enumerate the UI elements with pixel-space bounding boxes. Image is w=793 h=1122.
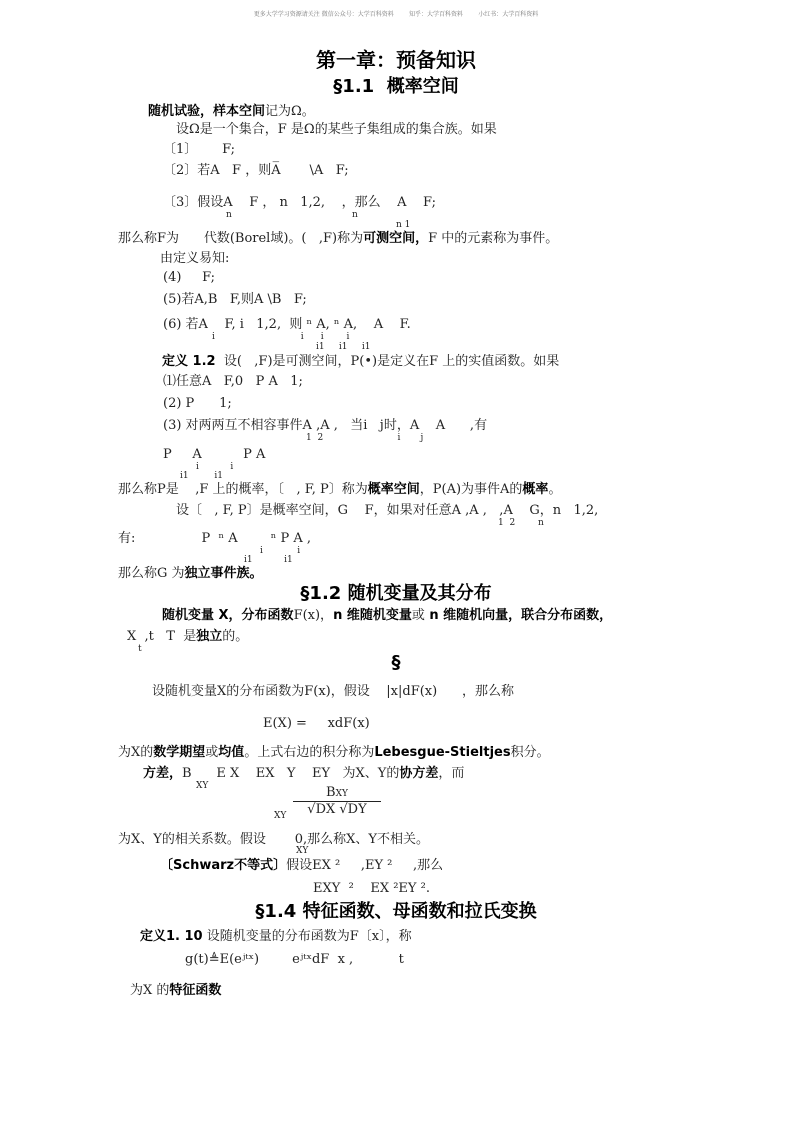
subscript: XY bbox=[335, 789, 348, 799]
property-5: (5)若A,B F,则A \B F; bbox=[163, 292, 307, 307]
text: 设( ,F)是可测空间，P(•)是定义在F 上的实值函数。如果 bbox=[215, 354, 560, 369]
condition-1: 〔1〕 F; bbox=[163, 142, 236, 157]
paragraph: 设〔 , F, P〕是概率空间，G F，如果对任意A ,A , ,A G，n 1,2, bbox=[176, 503, 599, 518]
bold-term: 特征函数 bbox=[169, 983, 222, 998]
condition-3: 〔3〕假设A F ， n 1,2, ，那么 A F; bbox=[163, 195, 436, 210]
subscript: i i bbox=[260, 546, 301, 556]
text: F(x)， bbox=[293, 608, 334, 623]
bold-term: 协方差 bbox=[399, 766, 439, 781]
paragraph: 设随机变量X的分布函数为F(x)，假设 |x|dF(x) ，那么称 bbox=[152, 684, 514, 699]
text: 。 bbox=[548, 482, 562, 497]
bold-term: 均值 bbox=[218, 745, 245, 760]
bold-term: 随机试验，样本空间 bbox=[148, 104, 266, 119]
text: 为X 的 bbox=[130, 983, 170, 998]
bold-term: n 维随机变量 bbox=[333, 608, 412, 623]
text: X ,t T 是 bbox=[127, 629, 197, 644]
bold-term: 概率 bbox=[522, 482, 549, 497]
definition-1-10 bbox=[140, 929, 412, 945]
bold-term: 独立 bbox=[196, 629, 223, 644]
formula: 有: P ⁿ A ⁿ P A , bbox=[118, 531, 312, 546]
axiom-1: ⑴任意A F,0 P A 1; bbox=[163, 374, 303, 389]
paragraph bbox=[162, 608, 612, 624]
text: B E X EX Y EY 为X、Y的 bbox=[182, 766, 400, 781]
paragraph: 设Ω是一个集合，F 是Ω的某些子集组成的集合族。如果 bbox=[176, 122, 497, 137]
subscript: t bbox=[138, 644, 142, 654]
subscript: n n bbox=[226, 210, 358, 220]
subscript: 1 2 i j bbox=[306, 433, 424, 443]
text: B bbox=[326, 785, 336, 800]
text: 那么称F为 代数(Borel域)。( ,F)称为 bbox=[118, 231, 364, 246]
text: F 中的元素称为事件。 bbox=[428, 231, 559, 246]
definition-label: 定义 1.2 bbox=[162, 354, 216, 369]
section-title-1-4: §1.4 特征函数、母函数和拉氏变换 bbox=[255, 901, 537, 922]
paragraph bbox=[143, 766, 464, 782]
subscript: i1 i1 bbox=[244, 555, 293, 565]
text: 。上式右边的积分称为 bbox=[244, 745, 375, 760]
denominator: √DX √DY bbox=[307, 802, 367, 817]
formula: P A P A bbox=[163, 447, 266, 462]
text: 或 bbox=[205, 745, 219, 760]
formula-expectation: E(X) = xdF(x) bbox=[263, 716, 370, 731]
text: ，P(A)为事件A的 bbox=[419, 482, 523, 497]
text: 那么称P是 ,F 上的概率，〔 , F, P〕称为 bbox=[118, 482, 368, 497]
definition-label: 定义1. 10 bbox=[140, 929, 203, 944]
paragraph bbox=[118, 745, 550, 761]
section-mark: § bbox=[391, 652, 401, 673]
bold-term: 概率空间 bbox=[367, 482, 420, 497]
formula-schwarz: EXY ² EX ²EY ². bbox=[313, 881, 430, 896]
subscript: i i i i bbox=[212, 332, 350, 342]
property-4: (4) F; bbox=[163, 270, 216, 285]
bold-term: 〔Schwarz不等式〕 bbox=[160, 858, 287, 873]
bold-term: n 维随机向量，联合分布函数， bbox=[424, 608, 613, 623]
text: 为X的 bbox=[118, 745, 154, 760]
subscript: 1 2 n bbox=[498, 518, 544, 528]
bold-term: 数学期望 bbox=[153, 745, 206, 760]
text: 那么称G 为 bbox=[118, 566, 185, 581]
bold-term: 独立事件族。 bbox=[184, 566, 263, 581]
paragraph: 由定义易知: bbox=[160, 251, 230, 266]
numerator bbox=[293, 785, 381, 802]
text: 假设EX ² ,EY ² ,那么 bbox=[286, 858, 444, 873]
bold-term: Lebesgue-Stieltjes bbox=[374, 745, 511, 760]
paragraph bbox=[148, 104, 315, 120]
property-6: (6) 若A F, i 1,2, 则 ⁿ A, ⁿ A, A F. bbox=[163, 317, 411, 332]
text: 或 bbox=[411, 608, 425, 623]
text: 积分。 bbox=[510, 745, 550, 760]
text: 设随机变量的分布函数为F〔x〕，称 bbox=[202, 929, 412, 944]
bold-term: 随机变量 X，分布函数 bbox=[162, 608, 294, 623]
formula-characteristic: g(t)≜E(eʲᵗˣ) eʲᵗˣdF x , t bbox=[185, 952, 404, 967]
text: ，而 bbox=[438, 766, 465, 781]
text: 记为Ω。 bbox=[265, 104, 315, 119]
subscript: XY bbox=[196, 781, 209, 791]
paragraph bbox=[127, 629, 248, 645]
text: 的。 bbox=[222, 629, 249, 644]
subscript: XY bbox=[296, 846, 309, 856]
subscript: XY bbox=[274, 811, 287, 821]
superscript: n 1 bbox=[396, 220, 411, 230]
paragraph bbox=[160, 858, 443, 874]
paragraph bbox=[118, 566, 263, 582]
paragraph bbox=[118, 482, 561, 498]
paragraph bbox=[118, 231, 558, 247]
section-title-1-2: §1.2 随机变量及其分布 bbox=[300, 583, 492, 604]
bold-term: 方差， bbox=[143, 766, 183, 781]
definition-1-2 bbox=[162, 354, 559, 370]
subscript: i1 i1 i1 bbox=[316, 342, 371, 352]
page-header: 更多大学学习资源请关注 微信公众号：大学百科资料 知乎：大学百科资料 小红书：大学百科资料 bbox=[253, 11, 539, 18]
bold-term: 可测空间， bbox=[363, 231, 429, 246]
chapter-title: 第一章：预备知识 bbox=[316, 48, 476, 72]
subscript: i1 i1 bbox=[180, 471, 223, 481]
condition-2: 〔2〕若A F ，则A̅ \A F; bbox=[163, 163, 349, 178]
paragraph bbox=[130, 983, 221, 999]
section-title-1-1: §1.1 概率空间 bbox=[333, 76, 459, 97]
axiom-3: (3) 对两两互不相容事件A ,A , 当i j时，A A ,有 bbox=[163, 418, 488, 433]
correlation-fraction bbox=[293, 785, 381, 817]
paragraph: 为X、Y的相关系数。假设 0,那么称X、Y不相关。 bbox=[118, 832, 430, 847]
subscript: i i bbox=[196, 462, 234, 472]
axiom-2: (2) P 1; bbox=[163, 396, 232, 411]
